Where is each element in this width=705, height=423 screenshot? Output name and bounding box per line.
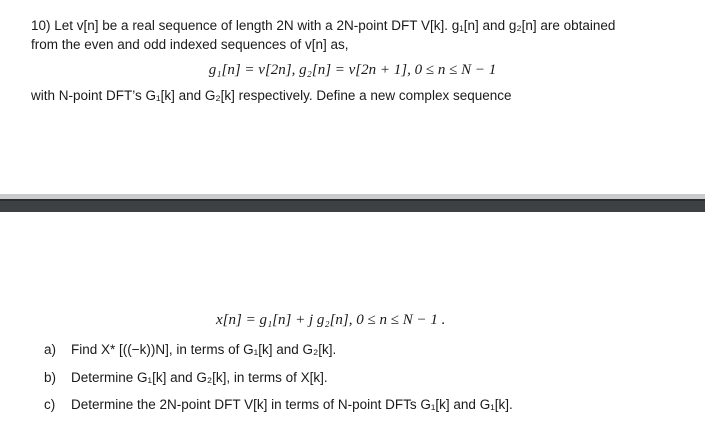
- list-item-text: Determine G₁[k] and G₂[k], in terms of X[k].: [71, 370, 328, 385]
- problem-line-3: with N-point DFT’s G₁[k] and G₂[k] respectively. Define a new complex sequence: [31, 88, 512, 103]
- equation-x-definition: x[n] = g₁[n] + j g₂[n], 0 ≤ n ≤ N − 1 .: [216, 312, 446, 328]
- list-item-text: Determine the 2N-point DFT V[k] in terms of N-point DFTs G₁[k] and G₁[k].: [71, 397, 513, 412]
- problem-line-1: 10) Let v[n] be a real sequence of length 2N with a 2N-point DFT V[k]. g₁[n] and g₂[n] are obtained: [31, 18, 616, 33]
- list-item-letter: b): [44, 370, 57, 385]
- problem-line-2: from the even and odd indexed sequences of v[n] as,: [31, 37, 349, 52]
- list-item-text: Find X* [((−k))N], in terms of G₁[k] and G₂[k].: [71, 342, 337, 357]
- list-item-letter: c): [44, 397, 56, 412]
- list-item-letter: a): [44, 342, 57, 357]
- divider-bar: [0, 199, 705, 212]
- equation-g-definitions: g₁[n] = v[2n], g₂[n] = v[2n + 1], 0 ≤ n ≤ N − 1: [208, 62, 497, 78]
